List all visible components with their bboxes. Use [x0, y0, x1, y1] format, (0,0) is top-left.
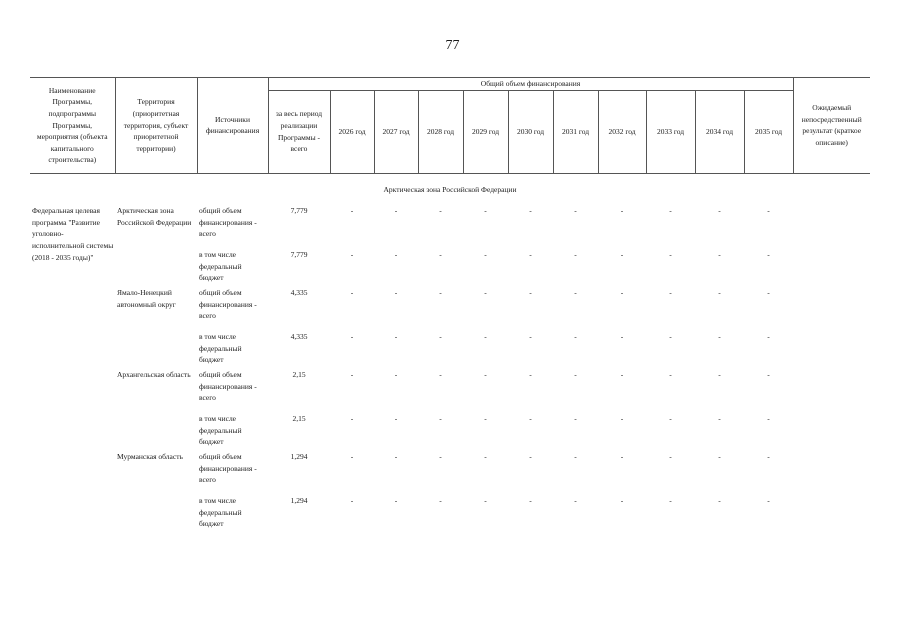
- territory-cell: [115, 405, 197, 449]
- year-value-cell: -: [484, 332, 487, 342]
- year-value-cell: -: [767, 250, 770, 260]
- source-cell: в том числе федеральный бюджет: [199, 496, 242, 529]
- header-year: 2026 год: [330, 90, 374, 173]
- year-value-cell: -: [620, 250, 624, 260]
- year-value-cell: -: [620, 414, 624, 424]
- year-value-cell: -: [529, 452, 532, 462]
- year-value-cell: -: [669, 250, 672, 260]
- year-value-cell: -: [484, 370, 487, 380]
- year-value-cell: -: [767, 332, 770, 342]
- total-cell: 7,779: [290, 250, 308, 260]
- year-value-cell: -: [439, 288, 442, 298]
- year-value-cell: -: [718, 332, 721, 342]
- year-value-cell: -: [484, 452, 487, 462]
- territory-cell: [115, 323, 197, 367]
- year-value-cell: -: [718, 414, 721, 424]
- program-name: Федеральная целевая программа "Развитие уголовно-исполнительной системы (2018 - 2035 годы)": [32, 206, 114, 262]
- year-value-cell: -: [767, 288, 770, 298]
- year-value-cell: -: [669, 496, 672, 506]
- header-source: Источники финансирования: [197, 78, 268, 174]
- source-cell: общий объем финансирования - всего: [199, 288, 257, 321]
- year-value-cell: -: [484, 414, 487, 424]
- year-value-cell: -: [767, 206, 770, 216]
- year-value-cell: -: [767, 452, 770, 462]
- table-row: [30, 285, 870, 323]
- header-result: Ожидаемый непосредственный результат (краткое описание): [793, 78, 870, 174]
- total-cell: 7,779: [290, 206, 308, 216]
- table-row: [30, 203, 870, 241]
- result-cell: [793, 285, 870, 323]
- year-value-cell: -: [574, 332, 577, 342]
- year-value-cell: -: [350, 332, 354, 342]
- year-value-cell: -: [574, 414, 577, 424]
- financing-table: [30, 77, 870, 531]
- year-value-cell: -: [669, 206, 672, 216]
- year-value-cell: -: [718, 452, 721, 462]
- header-name: Наименование Программы, подпрограммы Программы, мероприятия (объекта капитального строительства): [30, 78, 115, 174]
- year-value-cell: -: [620, 452, 624, 462]
- year-value-cell: -: [574, 370, 577, 380]
- year-value-cell: -: [529, 414, 532, 424]
- year-value-cell: -: [669, 332, 672, 342]
- year-value-cell: -: [620, 206, 624, 216]
- year-value-cell: -: [439, 332, 442, 342]
- total-cell: 2,15: [292, 414, 306, 424]
- year-value-cell: -: [439, 414, 442, 424]
- year-value-cell: -: [394, 206, 398, 216]
- header-year: 2035 год: [744, 90, 793, 173]
- year-value-cell: -: [350, 206, 354, 216]
- territory-cell: [115, 241, 197, 285]
- year-value-cell: -: [669, 452, 672, 462]
- result-cell: [793, 323, 870, 367]
- header-year: 2029 год: [463, 90, 508, 173]
- year-value-cell: -: [439, 206, 442, 216]
- year-value-cell: -: [350, 496, 354, 506]
- year-value-cell: -: [767, 496, 770, 506]
- year-value-cell: -: [350, 452, 354, 462]
- year-value-cell: -: [767, 370, 770, 380]
- year-value-cell: -: [574, 250, 577, 260]
- year-value-cell: -: [718, 370, 721, 380]
- year-value-cell: -: [574, 496, 577, 506]
- table-row: [30, 487, 870, 531]
- result-cell: [793, 449, 870, 487]
- header-year: 2034 год: [695, 90, 744, 173]
- table-row: [30, 241, 870, 285]
- year-value-cell: -: [439, 452, 442, 462]
- total-cell: 4,335: [290, 332, 308, 342]
- territory-cell: Архангельская область: [117, 370, 191, 380]
- header-year: 2030 год: [508, 90, 553, 173]
- year-value-cell: -: [394, 370, 398, 380]
- table-row: [30, 449, 870, 487]
- year-value-cell: -: [620, 288, 624, 298]
- section-title: Арктическая зона Российской Федерации: [383, 184, 517, 194]
- total-cell: 4,335: [290, 288, 308, 298]
- year-value-cell: -: [394, 250, 398, 260]
- source-cell: в том числе федеральный бюджет: [199, 250, 242, 283]
- year-value-cell: -: [669, 288, 672, 298]
- header-total-period: за весь период реализации Программы - всего: [268, 90, 330, 173]
- year-value-cell: -: [350, 370, 354, 380]
- year-value-cell: -: [529, 332, 532, 342]
- header-year: 2028 год: [418, 90, 463, 173]
- year-value-cell: -: [394, 496, 398, 506]
- year-value-cell: -: [574, 452, 577, 462]
- year-value-cell: -: [620, 370, 624, 380]
- source-cell: общий объем финансирования - всего: [199, 452, 257, 485]
- total-cell: 1,294: [290, 452, 308, 462]
- header-year: 2032 год: [598, 90, 646, 173]
- year-value-cell: -: [669, 370, 672, 380]
- result-cell: [793, 203, 870, 241]
- year-value-cell: -: [394, 332, 398, 342]
- year-value-cell: -: [529, 250, 532, 260]
- year-value-cell: -: [484, 206, 487, 216]
- table-row: [30, 367, 870, 405]
- year-value-cell: -: [620, 496, 624, 506]
- section-row: [30, 173, 870, 203]
- source-cell: в том числе федеральный бюджет: [199, 414, 242, 447]
- year-value-cell: -: [529, 496, 532, 506]
- year-value-cell: -: [394, 414, 398, 424]
- territory-cell: Ямало-Ненецкий автономный округ: [117, 288, 176, 309]
- total-cell: 2,15: [292, 370, 306, 380]
- territory-cell: [115, 487, 197, 531]
- result-cell: [793, 487, 870, 531]
- year-value-cell: -: [529, 288, 532, 298]
- header-year: 2033 год: [646, 90, 695, 173]
- year-value-cell: -: [574, 288, 577, 298]
- total-cell: 1,294: [290, 496, 308, 506]
- year-value-cell: -: [394, 452, 398, 462]
- year-value-cell: -: [574, 206, 577, 216]
- year-value-cell: -: [484, 288, 487, 298]
- source-cell: общий объем финансирования - всего: [199, 206, 257, 239]
- source-cell: общий объем финансирования - всего: [199, 370, 257, 403]
- year-value-cell: -: [439, 370, 442, 380]
- year-value-cell: -: [718, 206, 721, 216]
- header-total-group: Общий объем финансирования: [268, 78, 793, 91]
- source-cell: в том числе федеральный бюджет: [199, 332, 242, 365]
- year-value-cell: -: [669, 414, 672, 424]
- year-value-cell: -: [620, 332, 624, 342]
- year-value-cell: -: [350, 414, 354, 424]
- year-value-cell: -: [394, 288, 398, 298]
- year-value-cell: -: [718, 496, 721, 506]
- result-cell: [793, 241, 870, 285]
- header-year: 2031 год: [553, 90, 598, 173]
- year-value-cell: -: [529, 206, 532, 216]
- year-value-cell: -: [718, 288, 721, 298]
- result-cell: [793, 367, 870, 405]
- year-value-cell: -: [439, 250, 442, 260]
- year-value-cell: -: [767, 414, 770, 424]
- year-value-cell: -: [350, 288, 354, 298]
- territory-cell: Мурманская область: [117, 452, 183, 462]
- year-value-cell: -: [350, 250, 354, 260]
- year-value-cell: -: [484, 250, 487, 260]
- year-value-cell: -: [439, 496, 442, 506]
- header-territory: Территория (приоритетная территория, субъект приоритетной территории): [115, 78, 197, 174]
- table-row: [30, 323, 870, 367]
- page-number: 77: [445, 38, 460, 53]
- territory-cell: Арктическая зона Российской Федерации: [117, 206, 192, 227]
- year-value-cell: -: [484, 496, 487, 506]
- year-value-cell: -: [529, 370, 532, 380]
- year-value-cell: -: [718, 250, 721, 260]
- result-cell: [793, 405, 870, 449]
- header-year: 2027 год: [374, 90, 418, 173]
- table-row: [30, 405, 870, 449]
